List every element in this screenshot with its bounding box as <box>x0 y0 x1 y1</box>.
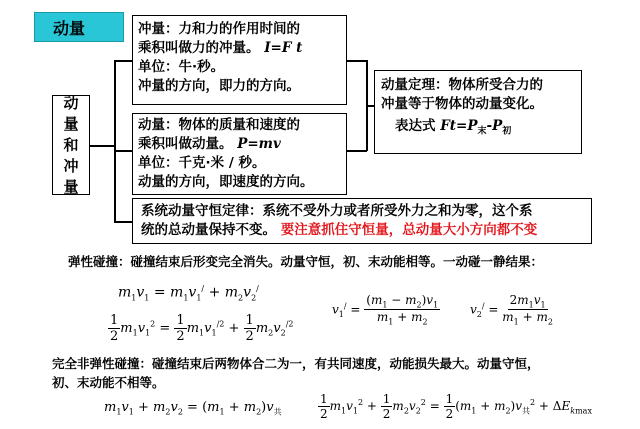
elastic-energy-equation: $\frac{1}{2}$ $m_1v_1^2$ = $\frac{1}{2}$ $m_1v_1^{/2}$ + $\frac{1}{2}$ $m_2v_2^{/2}$ <box>110 313 294 344</box>
theorem-expression: 表达式 $Ft=P_末-P_初$ <box>395 118 512 137</box>
impulse-box <box>132 15 347 105</box>
momentum-direction: 动量的方向，即速度的方向。 <box>138 174 314 190</box>
bracket-vertical <box>114 60 116 222</box>
theorem-line1: 动量定理：物体所受合力的 <box>381 77 543 93</box>
bracket-to-conservation <box>114 221 132 223</box>
impulse-line2: 乘积叫做力的冲量。 I=F t <box>138 40 303 56</box>
connector-to-theorem <box>366 105 374 107</box>
conservation-box <box>132 198 592 244</box>
momentum-box <box>132 113 347 195</box>
theorem-line2: 冲量等于物体的动量变化。 <box>381 96 543 112</box>
momentum-and-impulse-label <box>52 95 90 195</box>
impulse-direction: 冲量的方向，即力的方向。 <box>138 78 300 94</box>
v2-result: $v_2^/$ = $\frac{2m_1v_1}{m_1 + m_2}$ <box>470 293 553 327</box>
label-char: 冲 <box>63 156 79 175</box>
momentum-formula: P=mv <box>237 136 281 152</box>
page-title-text: 动量 <box>53 18 86 38</box>
label-char: 量 <box>63 177 79 196</box>
conservation-note: 要注意抓住守恒量，总动量大小方向都不变 <box>280 222 538 238</box>
inelastic-energy-equation: $\frac{1}{2}$ $m_1v_1^2$ + $\frac{1}{2}$ $m_2v_2^2$ = $\frac{1}{2}$ $(m_1 + m_2)v_共^2 + \Delta E_{kmax}$ <box>320 392 592 421</box>
v1-result: $v_1^/$ = $\frac{(m_1 - m_2)v_1}{m_1 + m_2}$ <box>332 293 439 327</box>
impulse-formula: I=F t <box>264 40 303 56</box>
connector-momentum <box>347 150 367 152</box>
impulse-line1: 冲量：力和力的作用时间的 <box>138 21 300 37</box>
label-char: 和 <box>63 135 79 154</box>
label-char: 动 <box>63 93 79 112</box>
connector-impulse <box>347 60 367 62</box>
conservation-line2: 统的总动量保持不变。 要注意抓住守恒量，总动量大小方向都不变 <box>141 222 538 238</box>
momentum-line1: 动量：物体的质量和速度的 <box>138 117 300 133</box>
page-title <box>34 12 124 42</box>
elastic-momentum-equation: $m_1v_1 = m_1v_1^/ + m_2v_2^/$ <box>118 284 259 303</box>
conservation-line1: 系统动量守恒定律：系统不受外力或者所受外力之和为零，这个系 <box>141 203 533 219</box>
momentum-unit: 单位：千克·米 / 秒。 <box>138 155 266 171</box>
impulse-unit: 单位：牛·秒。 <box>138 59 225 75</box>
inelastic-collision-line2: 初、末动能不相等。 <box>52 375 165 390</box>
bracket-to-impulse <box>114 60 132 62</box>
label-char: 量 <box>63 114 79 133</box>
bracket-stem <box>90 145 114 147</box>
momentum-line2: 乘积叫做动量。 P=mv <box>138 136 281 152</box>
inelastic-collision-line1: 完全非弹性碰撞：碰撞结束后两物体合二为一，有共同速度，动能损失最大。动量守恒， <box>52 356 540 371</box>
elastic-collision-text: 弹性碰撞：碰撞结束后形变完全消失。动量守恒，初、末动能相等。一动碰一静结果： <box>68 254 544 269</box>
bracket-to-momentum <box>114 150 132 152</box>
inelastic-momentum-equation: $m_1v_1 + m_2v_2 = (m_1 + m_2)v_共$ <box>104 400 282 417</box>
theorem-box <box>374 70 582 154</box>
